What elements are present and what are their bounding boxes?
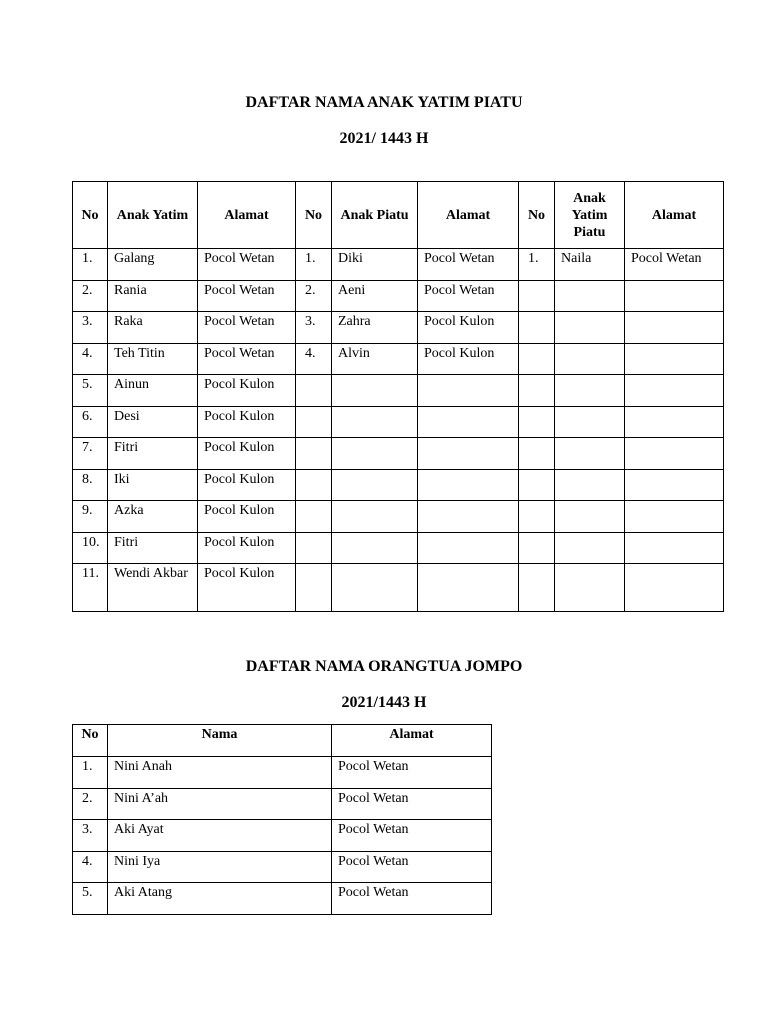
table-row bbox=[73, 788, 492, 820]
yatim-piatu-no-cell-text bbox=[519, 501, 554, 502]
yatim-name-cell bbox=[108, 280, 198, 312]
piatu-no-cell bbox=[296, 501, 332, 533]
jompo-alamat-cell-text: Pocol Wetan bbox=[338, 790, 409, 806]
piatu-name-cell-text bbox=[332, 533, 417, 534]
jompo-no-cell bbox=[73, 788, 108, 820]
table-row bbox=[73, 280, 724, 312]
piatu-name-cell bbox=[332, 438, 418, 470]
yatim-piatu-alamat-cell bbox=[625, 406, 724, 438]
yatim-piatu-alamat-cell-text: Pocol Wetan bbox=[631, 251, 702, 266]
yatim-piatu-alamat-cell bbox=[625, 469, 724, 501]
table-row bbox=[73, 820, 492, 852]
piatu-name-cell bbox=[332, 249, 418, 281]
yatim-piatu-name-cell bbox=[555, 312, 625, 344]
header-anak-yatim: Anak Yatim bbox=[108, 182, 198, 249]
yatim-name-cell bbox=[108, 343, 198, 375]
piatu-name-cell bbox=[332, 312, 418, 344]
jompo-alamat-cell bbox=[332, 757, 492, 789]
yatim-alamat-cell-text: Pocol Kulon bbox=[204, 377, 275, 392]
yatim-alamat-cell bbox=[198, 343, 296, 375]
piatu-no-cell-text bbox=[296, 375, 331, 376]
yatim-piatu-name-cell-text bbox=[555, 438, 624, 439]
piatu-alamat-cell bbox=[418, 501, 519, 533]
piatu-no-cell bbox=[296, 438, 332, 470]
piatu-alamat-cell-text bbox=[418, 470, 518, 471]
yatim-piatu-alamat-cell-text bbox=[625, 407, 723, 408]
yatim-no-cell-text: 3. bbox=[82, 314, 93, 329]
piatu-alamat-cell-text bbox=[418, 501, 518, 502]
table-row bbox=[73, 469, 724, 501]
yatim-piatu-name-cell-text bbox=[555, 533, 624, 534]
header-no: No bbox=[296, 182, 332, 249]
piatu-alamat-cell bbox=[418, 438, 519, 470]
piatu-no-cell-text bbox=[296, 501, 331, 502]
yatim-piatu-no-cell bbox=[519, 343, 555, 375]
jompo-alamat-cell-text: Pocol Wetan bbox=[338, 822, 409, 837]
piatu-alamat-cell bbox=[418, 406, 519, 438]
piatu-no-cell bbox=[296, 375, 332, 407]
piatu-alamat-cell-text: Pocol Wetan bbox=[424, 282, 495, 298]
yatim-no-cell bbox=[73, 375, 108, 407]
header-nama: Nama bbox=[108, 725, 332, 757]
yatim-piatu-name-cell bbox=[555, 343, 625, 375]
piatu-name-cell-text bbox=[332, 564, 417, 565]
yatim-piatu-name-cell-text bbox=[555, 312, 624, 313]
piatu-name-cell bbox=[332, 406, 418, 438]
yatim-name-cell-text: Fitri bbox=[114, 440, 139, 455]
piatu-no-cell-text bbox=[296, 533, 331, 534]
piatu-alamat-cell-text bbox=[418, 533, 518, 534]
yatim-no-cell-text: 8. bbox=[82, 471, 93, 487]
yatim-piatu-no-cell-text bbox=[519, 312, 554, 313]
piatu-name-cell-text: Alvin bbox=[338, 345, 370, 361]
yatim-piatu-alamat-cell bbox=[625, 312, 724, 344]
piatu-no-cell bbox=[296, 249, 332, 281]
yatim-piatu-no-cell-text bbox=[519, 375, 554, 376]
piatu-alamat-cell-text bbox=[418, 438, 518, 439]
yatim-no-cell bbox=[73, 564, 108, 612]
yatim-no-cell bbox=[73, 280, 108, 312]
jompo-alamat-cell bbox=[332, 883, 492, 915]
piatu-no-cell bbox=[296, 312, 332, 344]
yatim-alamat-cell-text: Pocol Kulon bbox=[204, 566, 275, 581]
yatim-piatu-alamat-cell-text bbox=[625, 438, 723, 439]
header-alamat: Alamat bbox=[625, 182, 724, 249]
table-row bbox=[73, 375, 724, 407]
yatim-piatu-alamat-cell bbox=[625, 501, 724, 533]
piatu-no-cell-text: 2. bbox=[305, 282, 316, 298]
yatim-piatu-no-cell bbox=[519, 438, 555, 470]
piatu-alamat-cell bbox=[418, 343, 519, 375]
yatim-piatu-alamat-cell-text bbox=[625, 501, 723, 502]
yatim-piatu-alamat-cell-text bbox=[625, 375, 723, 376]
jompo-alamat-cell-text: Pocol Wetan bbox=[338, 885, 409, 900]
yatim-alamat-cell bbox=[198, 532, 296, 564]
piatu-name-cell bbox=[332, 280, 418, 312]
yatim-piatu-name-cell bbox=[555, 375, 625, 407]
yatim-no-cell-text: 10. bbox=[82, 534, 100, 550]
piatu-no-cell bbox=[296, 280, 332, 312]
yatim-no-cell-text: 7. bbox=[82, 440, 93, 455]
piatu-alamat-cell bbox=[418, 249, 519, 281]
jompo-year: 2021/1443 H bbox=[341, 694, 427, 711]
jompo-no-cell bbox=[73, 757, 108, 789]
yatim-name-cell bbox=[108, 438, 198, 470]
yatim-no-cell-text: 6. bbox=[82, 408, 93, 424]
yatim-piatu-no-cell-text bbox=[519, 470, 554, 471]
yatim-piatu-name-cell-text bbox=[555, 564, 624, 565]
piatu-name-cell-text bbox=[332, 407, 417, 408]
jompo-name-cell bbox=[108, 883, 332, 915]
jompo-name-cell bbox=[108, 820, 332, 852]
jompo-name-cell bbox=[108, 788, 332, 820]
piatu-no-cell bbox=[296, 343, 332, 375]
yatim-no-cell-text: 5. bbox=[82, 377, 93, 392]
piatu-alamat-cell-text: Pocol Kulon bbox=[424, 345, 495, 361]
yatim-alamat-cell bbox=[198, 249, 296, 281]
piatu-no-cell-text bbox=[296, 470, 331, 471]
piatu-alamat-cell-text: Pocol Kulon bbox=[424, 314, 495, 329]
yatim-no-cell bbox=[73, 532, 108, 564]
jompo-name-cell bbox=[108, 851, 332, 883]
yatim-piatu-title: DAFTAR NAMA ANAK YATIM PIATU bbox=[245, 94, 523, 111]
yatim-name-cell-text: Galang bbox=[114, 251, 155, 266]
yatim-piatu-no-cell-text: 1. bbox=[528, 251, 539, 266]
table-row bbox=[73, 312, 724, 344]
yatim-alamat-cell-text: Pocol Wetan bbox=[204, 314, 275, 329]
piatu-name-cell-text bbox=[332, 470, 417, 471]
piatu-no-cell bbox=[296, 532, 332, 564]
yatim-alamat-cell bbox=[198, 406, 296, 438]
yatim-piatu-name-cell bbox=[555, 249, 625, 281]
yatim-alamat-cell-text: Pocol Kulon bbox=[204, 471, 275, 487]
yatim-name-cell-text: Iki bbox=[114, 471, 130, 487]
yatim-piatu-name-cell bbox=[555, 469, 625, 501]
yatim-alamat-cell-text: Pocol Kulon bbox=[204, 408, 275, 424]
jompo-no-cell bbox=[73, 883, 108, 915]
yatim-piatu-name-cell bbox=[555, 564, 625, 612]
piatu-no-cell-text: 3. bbox=[305, 314, 316, 329]
yatim-piatu-no-cell-text bbox=[519, 438, 554, 439]
yatim-alamat-cell bbox=[198, 469, 296, 501]
jompo-no-cell-text: 2. bbox=[82, 790, 93, 806]
yatim-piatu-alamat-cell-text bbox=[625, 312, 723, 313]
piatu-name-cell-text: Zahra bbox=[338, 314, 371, 329]
jompo-title: DAFTAR NAMA ORANGTUA JOMPO bbox=[245, 658, 523, 675]
table-row bbox=[73, 851, 492, 883]
table-row bbox=[73, 564, 724, 612]
yatim-piatu-no-cell bbox=[519, 564, 555, 612]
yatim-piatu-alamat-cell-text bbox=[625, 470, 723, 471]
piatu-no-cell-text bbox=[296, 438, 331, 439]
yatim-name-cell-text: Azka bbox=[114, 503, 144, 518]
jompo-table bbox=[72, 724, 492, 915]
jompo-alamat-cell bbox=[332, 788, 492, 820]
table-row bbox=[73, 343, 724, 375]
jompo-name-cell-text: Aki Atang bbox=[114, 885, 172, 900]
yatim-alamat-cell-text: Pocol Kulon bbox=[204, 503, 275, 518]
jompo-name-cell-text: Nini Anah bbox=[114, 759, 172, 774]
piatu-name-cell-text: Diki bbox=[338, 251, 363, 266]
yatim-no-cell bbox=[73, 343, 108, 375]
jompo-no-cell-text: 5. bbox=[82, 885, 93, 900]
yatim-piatu-name-cell-text bbox=[555, 375, 624, 376]
yatim-name-cell bbox=[108, 532, 198, 564]
jompo-alamat-cell-text: Pocol Wetan bbox=[338, 759, 409, 774]
yatim-alamat-cell-text: Pocol Wetan bbox=[204, 345, 275, 361]
yatim-piatu-no-cell bbox=[519, 249, 555, 281]
yatim-piatu-name-cell bbox=[555, 532, 625, 564]
piatu-name-cell-text bbox=[332, 438, 417, 439]
yatim-name-cell-text: Rania bbox=[114, 282, 147, 298]
yatim-piatu-name-cell-text bbox=[555, 407, 624, 408]
piatu-alamat-cell bbox=[418, 375, 519, 407]
yatim-piatu-name-cell-text bbox=[555, 470, 624, 471]
yatim-alamat-cell bbox=[198, 280, 296, 312]
jompo-name-cell bbox=[108, 757, 332, 789]
yatim-piatu-name-cell bbox=[555, 280, 625, 312]
header-anak-yatim-piatu: Anak Yatim Piatu bbox=[555, 182, 625, 249]
yatim-piatu-alamat-cell bbox=[625, 249, 724, 281]
yatim-piatu-no-cell bbox=[519, 406, 555, 438]
yatim-piatu-name-cell-text bbox=[555, 501, 624, 502]
jompo-alamat-cell bbox=[332, 851, 492, 883]
yatim-piatu-name-cell-text bbox=[555, 281, 624, 282]
yatim-piatu-no-cell bbox=[519, 469, 555, 501]
table-row bbox=[73, 501, 724, 533]
header-anak-piatu: Anak Piatu bbox=[332, 182, 418, 249]
yatim-piatu-name-cell bbox=[555, 501, 625, 533]
yatim-alamat-cell-text: Pocol Wetan bbox=[204, 251, 275, 266]
piatu-no-cell bbox=[296, 406, 332, 438]
jompo-no-cell-text: 3. bbox=[82, 822, 93, 837]
table-row bbox=[73, 249, 724, 281]
yatim-name-cell-text: Ainun bbox=[114, 377, 149, 392]
header-alamat: Alamat bbox=[332, 725, 492, 757]
jompo-no-cell-text: 1. bbox=[82, 759, 93, 774]
table-row bbox=[73, 883, 492, 915]
header-no: No bbox=[73, 182, 108, 249]
yatim-piatu-alamat-cell bbox=[625, 375, 724, 407]
yatim-piatu-no-cell bbox=[519, 375, 555, 407]
jompo-no-cell bbox=[73, 820, 108, 852]
piatu-alamat-cell-text: Pocol Wetan bbox=[424, 251, 495, 266]
yatim-piatu-alamat-cell bbox=[625, 564, 724, 612]
yatim-piatu-table bbox=[72, 181, 724, 612]
piatu-alamat-cell-text bbox=[418, 407, 518, 408]
yatim-alamat-cell bbox=[198, 438, 296, 470]
yatim-piatu-alamat-cell-text bbox=[625, 344, 723, 345]
yatim-piatu-name-cell-text bbox=[555, 344, 624, 345]
yatim-no-cell bbox=[73, 438, 108, 470]
piatu-no-cell-text: 1. bbox=[305, 251, 316, 266]
yatim-name-cell-text: Teh Titin bbox=[114, 345, 165, 361]
yatim-no-cell bbox=[73, 406, 108, 438]
piatu-name-cell bbox=[332, 532, 418, 564]
jompo-name-cell-text: Aki Ayat bbox=[114, 822, 164, 837]
yatim-piatu-name-cell bbox=[555, 438, 625, 470]
yatim-name-cell-text: Raka bbox=[114, 314, 143, 329]
jompo-alamat-cell bbox=[332, 820, 492, 852]
yatim-no-cell-text: 1. bbox=[82, 251, 93, 266]
header-no: No bbox=[519, 182, 555, 249]
yatim-no-cell bbox=[73, 501, 108, 533]
yatim-piatu-name-cell-text: Naila bbox=[561, 251, 592, 266]
yatim-no-cell bbox=[73, 469, 108, 501]
yatim-piatu-no-cell-text bbox=[519, 344, 554, 345]
yatim-piatu-alamat-cell-text bbox=[625, 533, 723, 534]
yatim-name-cell bbox=[108, 375, 198, 407]
piatu-name-cell-text bbox=[332, 501, 417, 502]
yatim-alamat-cell bbox=[198, 375, 296, 407]
yatim-alamat-cell bbox=[198, 312, 296, 344]
piatu-name-cell-text bbox=[332, 375, 417, 376]
jompo-no-cell-text: 4. bbox=[82, 853, 93, 869]
yatim-piatu-no-cell bbox=[519, 280, 555, 312]
yatim-name-cell bbox=[108, 406, 198, 438]
yatim-piatu-no-cell-text bbox=[519, 533, 554, 534]
yatim-piatu-no-cell-text bbox=[519, 564, 554, 565]
jompo-alamat-cell-text: Pocol Wetan bbox=[338, 853, 409, 869]
yatim-piatu-alamat-cell-text bbox=[625, 281, 723, 282]
yatim-piatu-year: 2021/ 1443 H bbox=[339, 130, 429, 147]
yatim-piatu-no-cell bbox=[519, 501, 555, 533]
piatu-name-cell bbox=[332, 501, 418, 533]
yatim-name-cell bbox=[108, 564, 198, 612]
jompo-name-cell-text: Nini Iya bbox=[114, 853, 161, 869]
piatu-alamat-cell bbox=[418, 280, 519, 312]
table-header-row bbox=[73, 182, 724, 249]
yatim-piatu-name-cell bbox=[555, 406, 625, 438]
yatim-piatu-alamat-cell bbox=[625, 438, 724, 470]
piatu-no-cell-text bbox=[296, 407, 331, 408]
header-alamat: Alamat bbox=[198, 182, 296, 249]
yatim-alamat-cell-text: Pocol Kulon bbox=[204, 534, 275, 550]
yatim-alamat-cell bbox=[198, 501, 296, 533]
yatim-piatu-alamat-cell bbox=[625, 280, 724, 312]
piatu-alamat-cell bbox=[418, 469, 519, 501]
piatu-name-cell-text: Aeni bbox=[338, 282, 366, 298]
yatim-name-cell bbox=[108, 249, 198, 281]
yatim-no-cell bbox=[73, 249, 108, 281]
piatu-name-cell bbox=[332, 564, 418, 612]
yatim-piatu-alamat-cell bbox=[625, 343, 724, 375]
yatim-piatu-alamat-cell-text bbox=[625, 564, 723, 565]
yatim-name-cell bbox=[108, 469, 198, 501]
yatim-no-cell-text: 2. bbox=[82, 282, 93, 298]
table-row bbox=[73, 757, 492, 789]
yatim-piatu-no-cell bbox=[519, 312, 555, 344]
jompo-no-cell bbox=[73, 851, 108, 883]
header-alamat: Alamat bbox=[418, 182, 519, 249]
yatim-name-cell-text: Desi bbox=[114, 408, 140, 424]
piatu-no-cell-text bbox=[296, 564, 331, 565]
piatu-alamat-cell bbox=[418, 312, 519, 344]
yatim-alamat-cell-text: Pocol Wetan bbox=[204, 282, 275, 298]
piatu-name-cell bbox=[332, 469, 418, 501]
piatu-name-cell bbox=[332, 375, 418, 407]
piatu-name-cell bbox=[332, 343, 418, 375]
table-row bbox=[73, 406, 724, 438]
table-header-row bbox=[73, 725, 492, 757]
yatim-piatu-no-cell-text bbox=[519, 407, 554, 408]
yatim-no-cell bbox=[73, 312, 108, 344]
yatim-no-cell-text: 4. bbox=[82, 345, 93, 361]
jompo-name-cell-text: Nini A’ah bbox=[114, 790, 169, 806]
yatim-alamat-cell-text: Pocol Kulon bbox=[204, 440, 275, 455]
table-row bbox=[73, 532, 724, 564]
yatim-piatu-no-cell-text bbox=[519, 281, 554, 282]
piatu-alamat-cell bbox=[418, 564, 519, 612]
yatim-piatu-no-cell bbox=[519, 532, 555, 564]
piatu-alamat-cell bbox=[418, 532, 519, 564]
table-row bbox=[73, 438, 724, 470]
yatim-name-cell-text: Wendi Akbar bbox=[114, 566, 188, 581]
yatim-no-cell-text: 9. bbox=[82, 503, 93, 518]
header-no: No bbox=[73, 725, 108, 757]
yatim-piatu-alamat-cell bbox=[625, 532, 724, 564]
yatim-alamat-cell bbox=[198, 564, 296, 612]
yatim-name-cell bbox=[108, 501, 198, 533]
yatim-name-cell-text: Fitri bbox=[114, 534, 139, 550]
piatu-alamat-cell-text bbox=[418, 375, 518, 376]
piatu-no-cell bbox=[296, 564, 332, 612]
piatu-no-cell-text: 4. bbox=[305, 345, 316, 361]
piatu-alamat-cell-text bbox=[418, 564, 518, 565]
yatim-no-cell-text: 11. bbox=[82, 566, 99, 581]
piatu-no-cell bbox=[296, 469, 332, 501]
yatim-name-cell bbox=[108, 312, 198, 344]
